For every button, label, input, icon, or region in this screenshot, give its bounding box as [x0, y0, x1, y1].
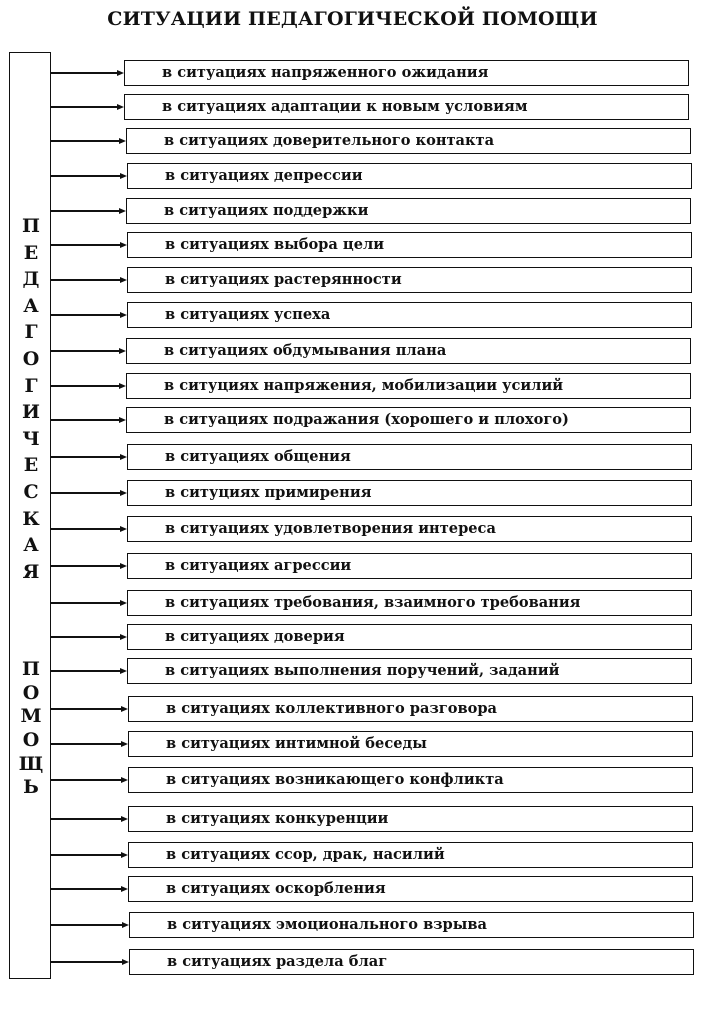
situation-box: в ситуациях выполнения поручений, заданий — [127, 658, 692, 684]
connector-arrow-line — [51, 961, 122, 963]
situation-box: в ситуациях агрессии — [127, 553, 692, 579]
situation-box: в ситуациях доверительного контакта — [126, 128, 691, 154]
vertical-letter: К — [22, 507, 40, 530]
arrow-head-icon — [120, 490, 127, 496]
vertical-letter: М — [20, 705, 42, 728]
vertical-letter: Я — [22, 560, 40, 583]
arrow-head-icon — [121, 886, 128, 892]
situation-row — [51, 516, 705, 542]
vertical-letter: П — [22, 215, 40, 237]
vertical-word-pedagogicheskaya — [10, 213, 52, 585]
vertical-letter: С — [23, 480, 39, 503]
situation-box: в ситуациях ссор, драк, насилий — [128, 842, 693, 868]
connector-arrow-line — [51, 140, 119, 142]
situation-row — [51, 60, 705, 86]
situation-row — [51, 373, 705, 399]
situation-box: в ситуациях требования, взаимного требования — [127, 590, 692, 616]
situation-box: в ситуциях напряжения, мобилизации усилий — [126, 373, 691, 399]
connector-arrow-line — [51, 743, 121, 745]
vertical-letter: Г — [24, 321, 38, 344]
situation-row — [51, 731, 705, 757]
situation-box: в ситуациях депрессии — [127, 163, 692, 189]
vertical-letter: Ь — [23, 776, 39, 799]
vertical-letter: П — [22, 658, 40, 680]
arrow-head-icon — [121, 852, 128, 858]
situation-row — [51, 232, 705, 258]
connector-arrow-line — [51, 106, 117, 108]
situation-row — [51, 553, 705, 579]
situation-row — [51, 696, 705, 722]
situation-box: в ситуациях подражания (хорошего и плохого) — [126, 407, 691, 433]
situation-row — [51, 480, 705, 506]
vertical-letter: И — [22, 401, 40, 424]
situation-row — [51, 658, 705, 684]
vertical-letter: О — [22, 681, 40, 704]
connector-arrow-line — [51, 492, 120, 494]
vertical-letter: Д — [22, 268, 40, 291]
vertical-letter: Г — [24, 374, 38, 397]
connector-arrow-line — [51, 279, 120, 281]
arrow-head-icon — [119, 383, 126, 389]
situation-box: в ситуациях интимной беседы — [128, 731, 693, 757]
vertical-letter: Е — [23, 454, 39, 477]
connector-arrow-line — [51, 244, 120, 246]
situation-box: в ситуациях удовлетворения интереса — [127, 516, 692, 542]
situation-box: в ситуациях эмоционального взрыва — [129, 912, 694, 938]
arrow-head-icon — [117, 70, 124, 76]
arrow-head-icon — [120, 634, 127, 640]
arrow-head-icon — [120, 526, 127, 532]
vertical-letter: А — [23, 534, 39, 557]
connector-arrow-line — [51, 924, 122, 926]
arrow-head-icon — [120, 600, 127, 606]
vertical-letter: О — [22, 729, 40, 752]
situation-box: в ситуациях коллективного разговора — [128, 696, 693, 722]
situation-box: в ситуциях примирения — [127, 480, 692, 506]
arrow-head-icon — [121, 777, 128, 783]
situation-box: в ситуациях адаптации к новым условиям — [124, 94, 689, 120]
situation-row — [51, 94, 705, 120]
connector-arrow-line — [51, 670, 120, 672]
connector-arrow-line — [51, 528, 120, 530]
situation-box: в ситуациях раздела благ — [129, 949, 694, 975]
connector-arrow-line — [51, 456, 120, 458]
arrow-head-icon — [120, 454, 127, 460]
situation-box: в ситуациях оскорбления — [128, 876, 693, 902]
situation-row — [51, 912, 705, 938]
connector-arrow-line — [51, 636, 120, 638]
connector-arrow-line — [51, 350, 119, 352]
situation-row — [51, 267, 705, 293]
diagram-title: СИТУАЦИИ ПЕДАГОГИЧЕСКОЙ ПОМОЩИ — [107, 8, 598, 30]
situation-row — [51, 302, 705, 328]
situation-row — [51, 876, 705, 902]
arrow-head-icon — [122, 959, 129, 965]
situation-box: в ситуациях доверия — [127, 624, 692, 650]
situation-row — [51, 163, 705, 189]
situation-row — [51, 198, 705, 224]
arrow-head-icon — [121, 741, 128, 747]
arrow-head-icon — [117, 104, 124, 110]
arrow-head-icon — [119, 208, 126, 214]
arrow-head-icon — [121, 816, 128, 822]
arrow-head-icon — [121, 706, 128, 712]
arrow-head-icon — [120, 277, 127, 283]
connector-arrow-line — [51, 385, 119, 387]
connector-arrow-line — [51, 779, 121, 781]
connector-arrow-line — [51, 419, 119, 421]
vertical-letter: О — [22, 347, 40, 370]
situation-box: в ситуациях успеха — [127, 302, 692, 328]
situation-row — [51, 444, 705, 470]
situation-row — [51, 407, 705, 433]
situation-row — [51, 338, 705, 364]
connector-arrow-line — [51, 314, 120, 316]
vertical-letter: Ч — [22, 427, 40, 450]
situation-row — [51, 767, 705, 793]
connector-arrow-line — [51, 210, 119, 212]
situation-row — [51, 949, 705, 975]
connector-arrow-line — [51, 888, 121, 890]
situation-box: в ситуациях напряженного ожидания — [124, 60, 689, 86]
vertical-letter: Е — [23, 241, 39, 264]
vertical-word-pomoshch — [10, 658, 52, 800]
situation-box: в ситуациях выбора цели — [127, 232, 692, 258]
situation-row — [51, 842, 705, 868]
situation-box: в ситуациях общения — [127, 444, 692, 470]
situation-box: в ситуациях поддержки — [126, 198, 691, 224]
situation-row — [51, 590, 705, 616]
connector-arrow-line — [51, 818, 121, 820]
connector-arrow-line — [51, 708, 121, 710]
situation-row — [51, 624, 705, 650]
arrow-head-icon — [120, 563, 127, 569]
arrow-head-icon — [119, 348, 126, 354]
situation-box: в ситуациях конкуренции — [128, 806, 693, 832]
situation-box: в ситуациях растерянности — [127, 267, 692, 293]
connector-arrow-line — [51, 72, 117, 74]
arrow-head-icon — [120, 242, 127, 248]
situation-box: в ситуациях возникающего конфликта — [128, 767, 693, 793]
arrow-head-icon — [120, 312, 127, 318]
arrow-head-icon — [120, 173, 127, 179]
connector-arrow-line — [51, 854, 121, 856]
connector-arrow-line — [51, 175, 120, 177]
situation-row — [51, 128, 705, 154]
arrow-head-icon — [119, 138, 126, 144]
situation-box: в ситуациях обдумывания плана — [126, 338, 691, 364]
arrow-head-icon — [120, 668, 127, 674]
connector-arrow-line — [51, 602, 120, 604]
vertical-letter: А — [23, 294, 39, 317]
connector-arrow-line — [51, 565, 120, 567]
vertical-letter: Щ — [18, 752, 44, 775]
arrow-head-icon — [119, 417, 126, 423]
situation-row — [51, 806, 705, 832]
pedagogical-help-label-box — [9, 52, 51, 979]
arrow-head-icon — [122, 922, 129, 928]
